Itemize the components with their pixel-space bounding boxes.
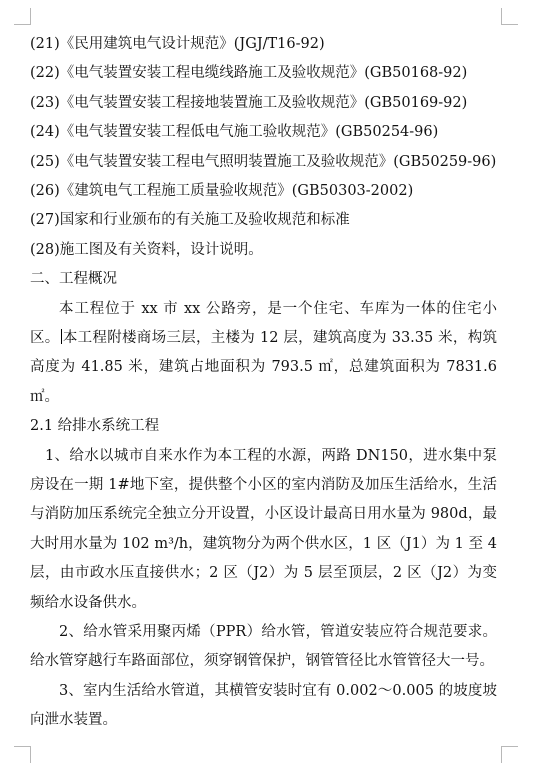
- text-cursor: [61, 329, 62, 344]
- standard-item: (28)施工图及有关资料，设计说明。: [30, 241, 263, 258]
- standard-item: (26)《建筑电气工程施工质量验收规范》(GB50303-2002): [30, 182, 414, 199]
- page-corner-mark-bottom-left: [14, 746, 31, 763]
- overview-text-part2: 本工程附楼商场三层，主楼为 12 层，建筑高度为 33.35 米，构筑高度为 41.85 米，建筑占地面积为 793.5 ㎡，总建筑面积为 7831.6 ㎡。: [30, 329, 497, 405]
- document-page[interactable]: [30, 30, 497, 736]
- subsection-heading-water-supply: 2.1 给排水系统工程: [30, 418, 160, 435]
- standard-item: (27)国家和行业颁布的有关施工及验收规范和标准: [30, 212, 350, 229]
- overview-text-part1: 本工程位于 xx 市 xx 公路旁，是一个住宅、车库为一体的住宅小区。: [30, 300, 497, 346]
- water-item-paragraph: 3、室内生活给水管道，其横管安装时宜有 0.002～0.005 的坡度坡向泄水装置。: [30, 682, 497, 729]
- standard-item: (22)《电气装置安装工程电缆线路施工及验收规范》(GB50168-92): [30, 65, 468, 82]
- standard-item: (24)《电气装置安装工程低电气施工验收规范》(GB50254-96): [30, 124, 439, 141]
- standard-item: (21)《民用建筑电气设计规范》(JGJ/T16-92): [30, 36, 325, 52]
- standard-item: (25)《电气装置安装工程电气照明装置施工及验收规范》(GB50259-96): [30, 153, 497, 170]
- overview-paragraph: [30, 295, 497, 413]
- page-corner-mark-top-right: [501, 8, 518, 25]
- water-item-paragraph: 2、给水管采用聚丙烯（PPR）给水管，管道安装应符合规范要求。给水管穿越行车路面部位，须穿钢管保护，钢管管径比水管管径大一号。: [30, 623, 497, 670]
- page-corner-mark-bottom-right: [501, 746, 518, 763]
- water-item-paragraph: 1、给水以城市自来水作为本工程的水源，两路 DN150，进水集中泵房设在一期 1#地下室，提供整个小区的室内消防及加压生活给水，生活与消防加压系统完全独立分开设置，小区设计最高日用水量为 980d，最大时用水量为 102 m³/h，建筑物分为两个供水区，1 区（J1）为 1 至 4 层，由市政水压直接供水；2 区（J2）为 5 层至顶层，2 区（J2）为变频给水设备供水。: [30, 447, 497, 611]
- page-corner-mark-top-left: [14, 8, 31, 25]
- section-heading-overview: 二、工程概况: [30, 271, 117, 288]
- standard-item: (23)《电气装置安装工程接地装置施工及验收规范》(GB50169-92): [30, 94, 468, 111]
